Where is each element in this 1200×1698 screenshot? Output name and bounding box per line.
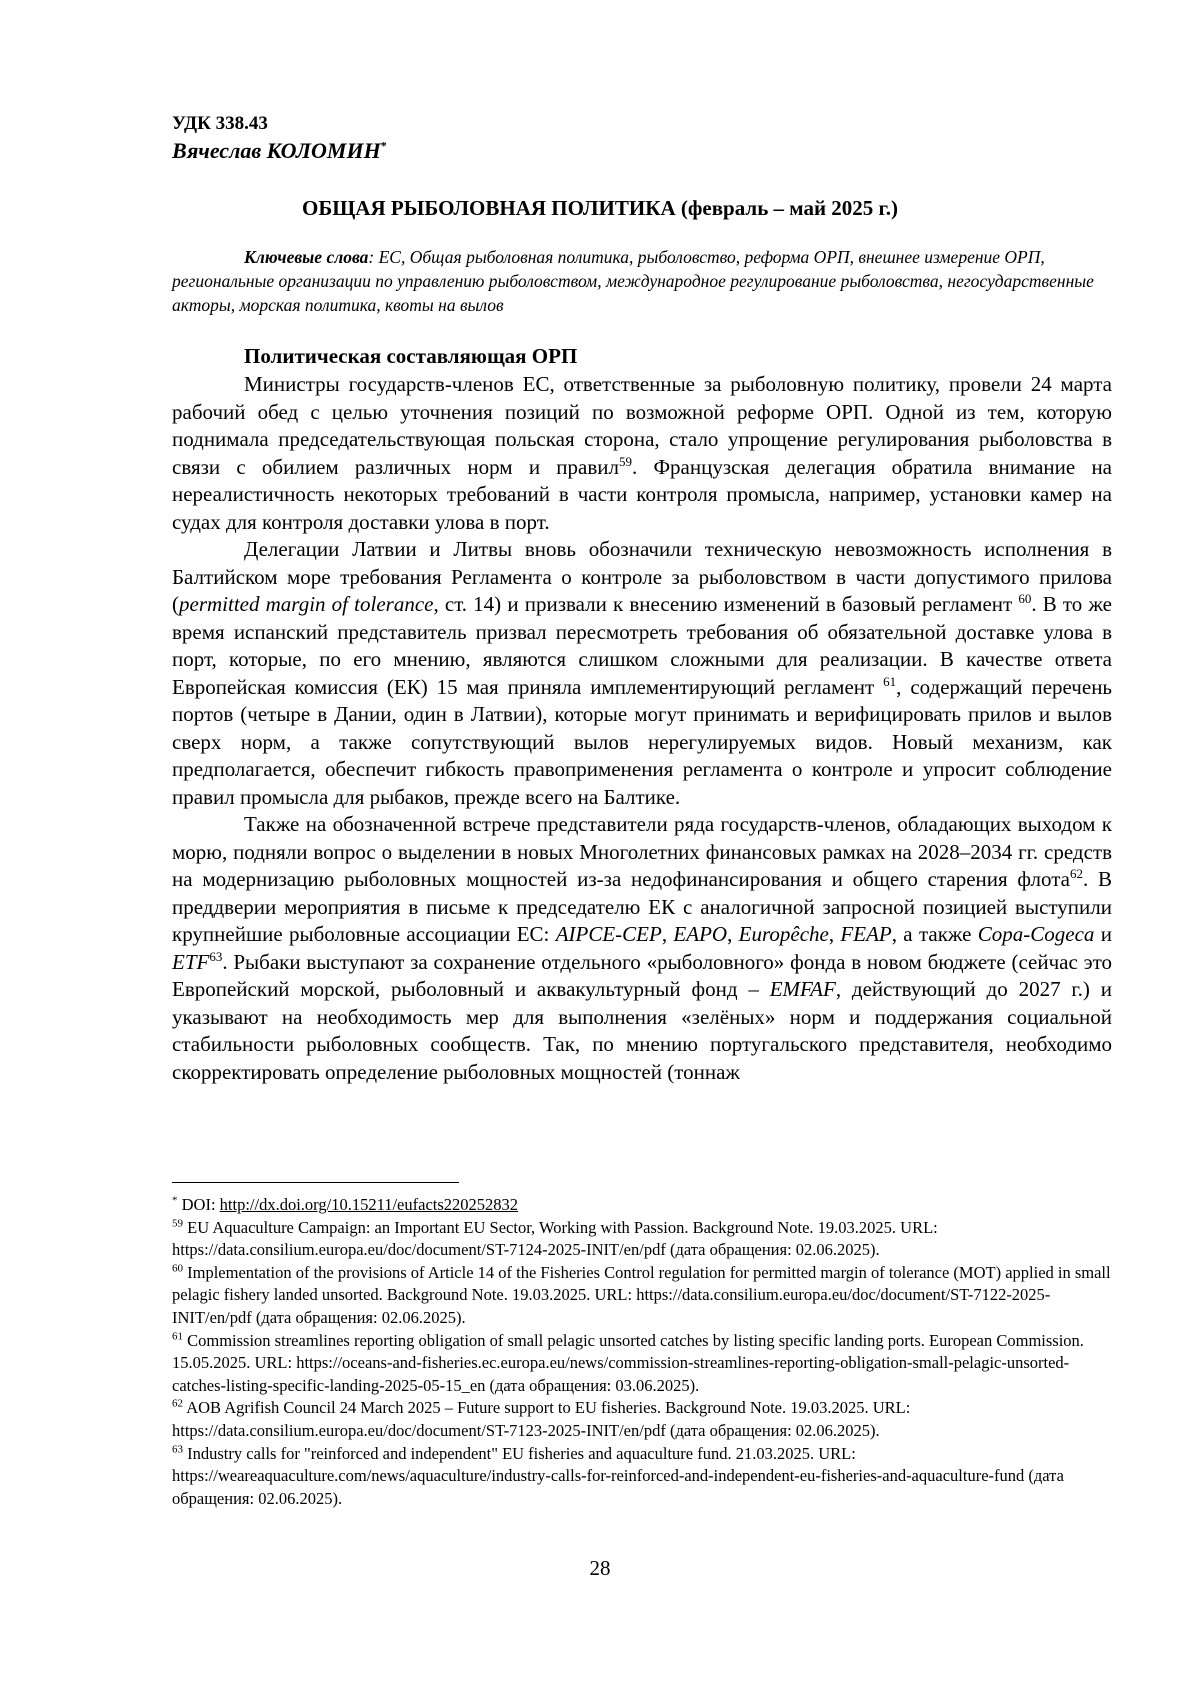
keywords-text: : ЕС, Общая рыболовная политика, рыболовство, реформа ОРП, внешнее измерение ОРП, региональные организации по управлению рыболовством, международное регулирование рыболовства, негосударственные акторы, морская политика, квоты на вылов <box>172 247 1094 315</box>
footnote-number: 61 <box>172 1330 183 1343</box>
text-run: , содержащий перечень портов (четыре в Дании, один в Латвии), которые могут принимать и верифицировать прилов и вылов сверх норм, а также сопутствующий вылов нерегулируемых видов. Новый механизм, как предполагается, обеспечит гибкость правоприменения регламента о контроле и упросит соблюдение правил промысла для рыбаков, прежде всего на Балтике. <box>172 674 1113 809</box>
text-run: Также на обозначенной встрече представители ряда государств-членов, обладающих выходом к морю, подняли вопрос о выделении в новых Многолетних финансовых рамках на 2028–2034 гг. средств на модернизацию рыболовных мощностей из-за недофинансирования и общего старения флота <box>172 812 1112 891</box>
text-run: . Рыбаки выступают за сохранение отдельного «рыболовного» фонда в новом бюджете (сейчас это Европейский морской, рыболовный и аквакультурный фонд – <box>172 949 1112 1001</box>
text-run: , действующий до 2027 г.) и указывают на необходимость мер для выполнения «зелёных» норм и поддержания социальной стабильности рыболовных сообществ. Так, по мнению португальского представителя, необходимо скорректировать определение рыболовных мощностей (тоннаж <box>172 977 1112 1084</box>
author-name <box>172 138 387 164</box>
footnote-60 <box>172 1262 1112 1330</box>
udc-code: УДК 338.43 <box>172 113 268 134</box>
footnotes <box>172 1194 1112 1510</box>
org-name: FEAP <box>840 922 892 946</box>
org-name: EAPO <box>673 922 728 946</box>
footnote-ref[interactable]: 60 <box>1018 591 1032 606</box>
text-run: , <box>828 922 841 946</box>
org-name: EMFAF <box>769 977 836 1001</box>
footnote-ref[interactable]: 63 <box>209 948 223 964</box>
text-run: , <box>727 922 739 946</box>
footnote-number: 60 <box>172 1262 183 1275</box>
footnote-text: Commission streamlines reporting obligation of small pelagic unsorted catches by listing specific landing ports. European Commission. 15.05.2025. URL: https://oceans-and-fisheries.ec.europa.eu/news/commission-streamlines-reporting-obligation-small-pelagic-unsorted-catches-listing-specific-landing-2025-05-15_en (дата обращения: 03.06.2025). <box>172 1330 1084 1395</box>
org-name: Europêche <box>738 922 829 946</box>
text-run: , а также <box>891 922 978 946</box>
org-name: AIPCE-CEP <box>555 922 662 946</box>
footnote-ref[interactable]: 61 <box>883 673 897 689</box>
footnote-text: Implementation of the provisions of Article 14 of the Fisheries Control regulation for permitted margin of tolerance (MOT) applied in small pelagic fishery landed unsorted. Background Note. 19.03.2025. URL: https://data.consilium.europa.eu/doc/document/ST-7122-2025-INIT/en/pdf (дата обращения: 02.06.2025). <box>172 1262 1111 1327</box>
italic-term: permitted margin of tolerance <box>179 592 434 616</box>
paragraph <box>172 371 1112 536</box>
footnote-63 <box>172 1443 1112 1511</box>
footnote-text: EU Aquaculture Campaign: an Important EU Sector, Working with Passion. Background Note. 19.03.2025. URL: https://data.consilium.europa.eu/doc/document/ST-7124-2025-INIT/en/pdf (дата обращения: 02.06.2025). <box>172 1217 938 1260</box>
footnote-59 <box>172 1217 1112 1262</box>
footnote-61 <box>172 1330 1112 1398</box>
keywords-block <box>172 245 1102 317</box>
page-number: 28 <box>589 1556 611 1580</box>
footnote-text: AOB Agrifish Council 24 March 2025 – Future support to EU fisheries. Background Note. 19.03.2025. URL: https://data.consilium.europa.eu/doc/document/ST-7123-2025-INIT/en/pdf (дата обращения: 02.06.2025). <box>172 1398 911 1440</box>
text-run: DOI: <box>177 1195 220 1214</box>
footnote-number: 59 <box>172 1217 183 1230</box>
text-run: . В то же время испанский представитель призвал пересмотреть требования об обязательной доставке улова в порт, которые, по его мнению, являются слишком сложными для реализации. В качестве ответа Европейская комиссия (ЕК) 15 мая приняла имплементирующий регламент <box>172 592 1113 699</box>
text-run: , <box>661 922 674 946</box>
author-footnote-mark[interactable]: * <box>380 138 387 153</box>
article-title: ОБЩАЯ РЫБОЛОВНАЯ ПОЛИТИКА (февраль – май 2025 г.) <box>302 196 898 220</box>
text-run: , ст. 14) и призвали к внесению изменений в базовый регламент <box>433 592 1013 616</box>
footnote-number: 62 <box>172 1397 183 1410</box>
org-name: ETF <box>172 949 210 974</box>
footnote-number: 63 <box>172 1443 183 1456</box>
section-heading: Политическая составляющая ОРП <box>244 344 578 368</box>
text-run: Министры государств-членов ЕС, ответственные за рыболовную политику, провели 24 марта рабочий обед с целью уточнения позиций по возможной реформе ОРП. Одной из тем, которую поднимала председательствующая польская сторона, стало упрощение регулирования рыболовства в связи с обилием различных норм и правил <box>172 372 1112 479</box>
footnote-mark: * <box>172 1194 178 1207</box>
text-run: и <box>1094 922 1112 946</box>
footnote-text: Industry calls for "reinforced and independent" EU fisheries and aquaculture fund. 21.03.2025. URL: https://weareaquaculture.com/news/aquaculture/industry-calls-for-reinforced-and-independent-eu-fisheries-and-aquaculture-fund (дата обращения: 02.06.2025). <box>172 1443 1064 1508</box>
text-run: . Французская делегация обратила внимание на нереалистичность некоторых требований в части контроля промысла, например, установки камер на судах для контроля доставки улова в порт. <box>172 454 1113 534</box>
text-run: Делегации Латвии и Литвы вновь обозначили техническую невозможность исполнения в Балтийском море требования Регламента о контроле за рыболовством в части допустимого прилова ( <box>172 537 1112 616</box>
paragraph <box>172 811 1112 1086</box>
keywords-label: Ключевые слова <box>244 247 369 267</box>
footnote-ref[interactable]: 59 <box>618 453 632 469</box>
footnote-doi <box>172 1194 1112 1217</box>
text-run: . В преддверии мероприятия в письме к председателю ЕК с аналогичной запросной позицией выступили крупнейшие рыболовные ассоциации ЕС: <box>172 867 1112 946</box>
footnote-separator <box>172 1182 459 1183</box>
footnote-ref[interactable]: 62 <box>1069 866 1083 881</box>
paragraph <box>172 536 1112 811</box>
author-text: Вячеслав КОЛОМИН <box>172 138 381 163</box>
doi-link[interactable]: http://dx.doi.org/10.15211/eufacts220252832 <box>219 1195 519 1214</box>
footnote-62 <box>172 1397 1112 1442</box>
org-name: Copa-Cogeca <box>977 922 1095 946</box>
article-body <box>172 371 1112 1086</box>
